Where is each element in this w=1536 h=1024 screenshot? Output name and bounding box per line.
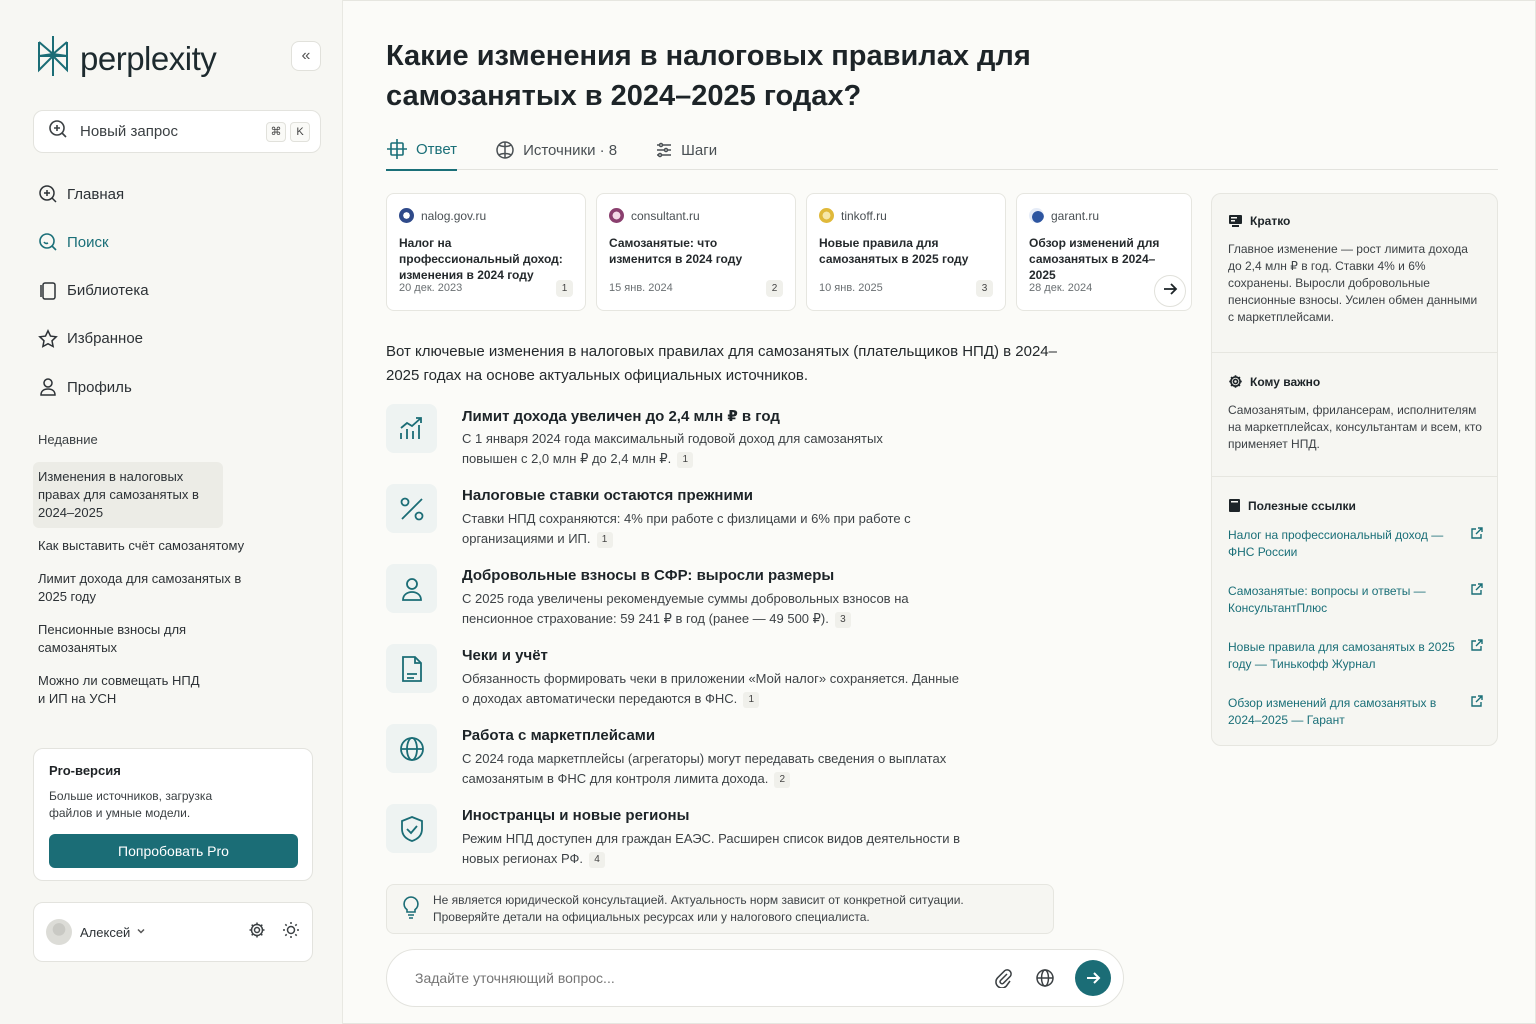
garant-favicon-icon	[1029, 208, 1044, 223]
item-title: Работа с маркетплейсами	[462, 727, 656, 744]
receipt-icon	[386, 644, 437, 693]
sidebar-item-label: Поиск	[67, 233, 109, 251]
answer-item	[386, 484, 1086, 564]
perplexity-logo-icon	[34, 34, 72, 83]
answer-items	[386, 404, 1086, 884]
citation-badge[interactable]: 2	[774, 772, 790, 788]
source-title: Самозанятые: что изменится в 2024 году	[609, 236, 743, 266]
source-title: Налог на профессиональный доход: изменения в 2024 году	[399, 236, 563, 282]
useful-link[interactable]	[1228, 527, 1483, 561]
pro-description: Больше источников, загрузка файлов и умные модели.	[49, 789, 213, 820]
item-text	[462, 509, 952, 549]
recent-item[interactable]: Изменения в налоговых правах для самозанятых в 2024–2025	[33, 462, 223, 528]
new-query-label: Новый запрос	[80, 123, 178, 140]
library-icon	[37, 280, 59, 302]
item-text-body: С 2025 года увеличены рекомендуемые суммы добровольных взносов на пенсионное страхование: 59 241 ₽ в год (ранее — 49 500 ₽).	[462, 591, 909, 626]
source-date: 15 янв. 2024	[609, 282, 673, 294]
item-title: Иностранцы и новые регионы	[462, 807, 690, 824]
paperclip-icon[interactable]	[993, 968, 1013, 988]
external-link-icon	[1470, 583, 1483, 617]
page-title: Какие изменения в налоговых правилах для самозанятых в 2024–2025 годах?	[386, 40, 1031, 112]
globe-icon	[386, 724, 437, 773]
home-search-icon	[37, 183, 59, 205]
source-site: nalog.gov.ru	[421, 208, 487, 223]
pro-title: Pro-версия	[49, 763, 121, 778]
answer-item	[386, 804, 1086, 884]
item-text	[462, 429, 932, 469]
divider	[1212, 476, 1497, 477]
summary-section	[1228, 214, 1483, 326]
recent-list	[33, 462, 313, 717]
divider	[1212, 352, 1497, 353]
shortcut-key-cmd: ⌘	[266, 122, 286, 142]
link-text: Обзор изменений для самозанятых в 2024–2025 — Гарант	[1228, 696, 1437, 727]
answer-item	[386, 724, 1086, 804]
pro-card	[33, 748, 313, 881]
try-pro-button[interactable]: Попробовать Pro	[49, 834, 298, 868]
source-title: Новые правила для самозанятых в 2025 году	[819, 236, 969, 266]
sources-next-button[interactable]	[1154, 275, 1186, 307]
tab-label: Ответ	[416, 140, 458, 158]
source-site: garant.ru	[1051, 208, 1100, 223]
item-text-body: С 2024 года маркетплейсы (агрегаторы) могут передавать сведения о выплатах самозанятым в ФНС для контроля лимита дохода.	[462, 751, 947, 786]
gear-icon[interactable]	[248, 921, 266, 944]
link-text: Новые правила для самозанятых в 2025 году — Тинькофф Журнал	[1228, 640, 1455, 671]
item-title: Чеки и учёт	[462, 647, 548, 664]
source-site: tinkoff.ru	[841, 208, 887, 223]
sidebar-item-label: Профиль	[67, 378, 132, 396]
item-text-body: Ставки НПД сохраняются: 4% при работе с физлицами и 6% при работе с организациями и ИП.	[462, 511, 911, 546]
shield-check-icon	[386, 804, 437, 853]
globe-icon[interactable]	[1035, 968, 1055, 988]
steps-icon	[655, 141, 673, 159]
gear-icon	[1228, 374, 1243, 389]
disclaimer	[386, 884, 1054, 934]
source-number: 3	[976, 280, 993, 297]
item-title: Добровольные взносы в СФР: выросли размеры	[462, 567, 835, 584]
audience-title: Кому важно	[1250, 374, 1321, 389]
tinkoff-favicon-icon	[819, 208, 834, 223]
collapse-sidebar-button[interactable]	[291, 41, 321, 71]
logo[interactable]	[34, 34, 216, 83]
sidebar	[0, 0, 343, 1024]
tab-steps[interactable]	[655, 130, 717, 170]
sidebar-item-favorites[interactable]	[37, 323, 149, 355]
shortcut-key-k: K	[290, 122, 310, 142]
user-name[interactable]: Алексей	[80, 924, 131, 940]
useful-link[interactable]	[1228, 639, 1483, 673]
source-title: Обзор изменений для самозанятых в 2024–2025	[1029, 236, 1160, 282]
sidebar-item-search[interactable]	[37, 226, 149, 258]
link-text: Самозанятые: вопросы и ответы — КонсультантПлюс	[1228, 584, 1426, 615]
tab-sources[interactable]	[495, 130, 617, 170]
tab-label: Шаги	[681, 141, 718, 159]
source-card[interactable]	[386, 193, 586, 311]
consultant-favicon-icon	[609, 208, 624, 223]
sidebar-item-label: Избранное	[67, 330, 144, 348]
item-text-body: Обязанность формировать чеки в приложении «Мой налог» сохраняется. Данные о доходах автоматически передаются в ФНС.	[462, 671, 959, 706]
star-icon	[37, 328, 59, 350]
chevrons-left-icon: «	[301, 47, 311, 64]
summary-text: Главное изменение — рост лимита дохода до 2,4 млн ₽ в год. Ставки 4% и 6% сохранены. Выросли добровольные пенсионные взносы. Усилен обмен данными с маркетплейсами.	[1228, 242, 1478, 324]
answer-item	[386, 404, 1086, 484]
citation-badge[interactable]: 3	[835, 612, 851, 628]
item-text-body: Режим НПД доступен для граждан ЕАЭС. Расширен список видов деятельности в новых регионах РФ.	[462, 831, 961, 866]
audience-text: Самозанятым, фрилансерам, исполнителям на маркетплейсах, консультантам и всем, кто применяет НПД.	[1228, 403, 1482, 451]
recent-item[interactable]: Пенсионные взносы для самозанятых	[38, 622, 187, 655]
sidebar-nav	[37, 178, 149, 419]
source-date: 20 дек. 2023	[399, 282, 463, 294]
percent-icon	[386, 484, 437, 533]
user-icon	[37, 376, 59, 398]
item-text	[462, 749, 987, 789]
answer-item	[386, 644, 1086, 724]
send-button[interactable]	[1075, 960, 1111, 996]
recent-item[interactable]: Можно ли совмещать НПД и ИП на УСН	[38, 673, 200, 706]
recent-item[interactable]: Лимит дохода для самозанятых в 2025 году	[38, 571, 242, 604]
nalog-favicon-icon	[399, 208, 414, 223]
search-icon	[37, 231, 59, 253]
source-date: 10 янв. 2025	[819, 282, 883, 294]
source-number: 1	[556, 280, 573, 297]
chart-growth-icon	[386, 404, 437, 453]
audience-section	[1228, 374, 1483, 453]
item-title: Налоговые ставки остаются прежними	[462, 487, 754, 504]
external-link-icon	[1470, 527, 1483, 561]
tab-answer[interactable]	[386, 130, 457, 171]
plus-search-icon	[48, 119, 68, 144]
answer-item	[386, 564, 1086, 644]
user-actions	[248, 921, 300, 944]
chevron-down-icon[interactable]	[136, 926, 146, 939]
useful-link[interactable]	[1228, 583, 1483, 617]
sun-icon[interactable]	[282, 921, 300, 944]
answer-icon	[386, 138, 408, 160]
source-site: consultant.ru	[631, 208, 700, 223]
recent-item[interactable]: Как выставить счёт самозанятому	[38, 538, 245, 553]
book-icon	[1228, 498, 1241, 513]
sidebar-item-label: Главная	[67, 185, 125, 203]
new-query-button[interactable]	[33, 110, 321, 153]
source-number: 2	[766, 280, 783, 297]
source-card[interactable]	[806, 193, 1006, 311]
sources-carousel	[386, 193, 1192, 311]
useful-link[interactable]	[1228, 695, 1483, 729]
tab-label: Источники · 8	[523, 141, 618, 159]
source-date: 28 дек. 2024	[1029, 282, 1093, 294]
citation-badge[interactable]: 1	[743, 692, 759, 708]
logo-text: perplexity	[80, 39, 217, 77]
links-title: Полезные ссылки	[1248, 498, 1356, 513]
external-link-icon	[1470, 639, 1483, 673]
source-card[interactable]	[596, 193, 796, 311]
followup-input[interactable]	[415, 970, 971, 986]
links-section	[1228, 498, 1483, 751]
tab-bar	[386, 130, 1498, 170]
avatar[interactable]	[46, 919, 72, 945]
external-link-icon	[1470, 695, 1483, 729]
lightbulb-icon	[401, 895, 421, 924]
summary-panel	[1211, 193, 1498, 746]
links-list	[1228, 527, 1483, 729]
answer-intro: Вот ключевые изменения в налоговых правилах для самозанятых (плательщиков НПД) в 2024–2025 годах на основе актуальных официальных источников.	[386, 343, 1057, 384]
citation-badge[interactable]: 1	[597, 532, 613, 548]
citation-badge[interactable]: 1	[677, 452, 693, 468]
person-icon	[386, 564, 437, 613]
sidebar-item-label: Библиотека	[67, 282, 149, 300]
sidebar-item-home[interactable]	[37, 178, 149, 210]
sidebar-item-profile[interactable]	[37, 371, 149, 403]
arrow-right-icon	[1162, 281, 1178, 302]
item-text	[462, 589, 932, 629]
sidebar-item-library[interactable]	[37, 275, 149, 307]
followup-input-bar	[386, 949, 1124, 1007]
summary-icon	[1228, 214, 1243, 228]
recent-title: Недавние	[38, 432, 98, 447]
item-text-body: С 1 января 2024 года максимальный годовой доход для самозанятых повышен с 2,0 млн ₽ до 2,4 млн ₽.	[462, 431, 883, 466]
link-text: Налог на профессиональный доход — ФНС России	[1228, 528, 1444, 559]
citation-badge[interactable]: 4	[589, 852, 605, 868]
disclaimer-text: Не является юридической консультацией. Актуальность норм зависит от конкретной ситуации. Проверяйте детали на официальных ресурсах или у налогового специалиста.	[433, 893, 964, 924]
user-card	[33, 902, 313, 962]
item-text	[462, 829, 982, 869]
sources-icon	[495, 140, 515, 160]
item-text	[462, 669, 962, 709]
summary-title: Кратко	[1250, 214, 1291, 228]
item-title: Лимит дохода увеличен до 2,4 млн ₽ в год	[462, 408, 780, 425]
